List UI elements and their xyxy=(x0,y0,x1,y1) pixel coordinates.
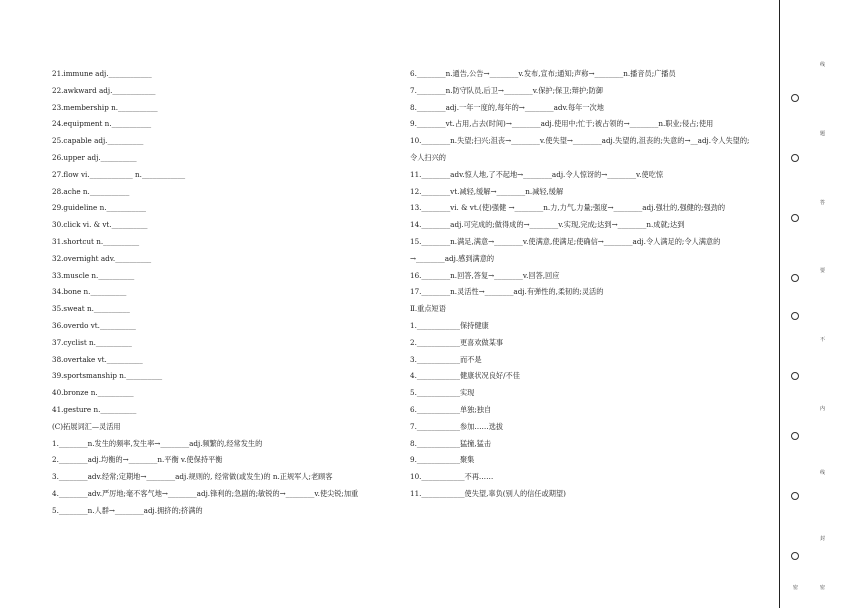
binding-hole-circle xyxy=(791,492,799,500)
right-column xyxy=(410,66,755,503)
binding-char: 题 xyxy=(820,131,826,137)
phrase-line: 1.____________保持健康 xyxy=(410,320,489,330)
extension-line: 4.________adv.严厉地;毫不客气地→________adj.锋利的;急剧的;敏锐的→________v.使尖锐;加重 xyxy=(52,488,359,498)
phrase-line: 6.____________单独;独自 xyxy=(410,404,492,414)
phrase-line: 7.____________参加……选拔 xyxy=(410,421,504,431)
extension-line: 6.________n.通告,公告→________v.发布,宣布;通知;声称→________n.播音员;广播员 xyxy=(410,69,676,78)
binding-char: 要 xyxy=(820,268,826,274)
binding-hole-circle xyxy=(791,432,799,440)
vocab-line: 21.immune adj.____________ xyxy=(52,69,152,78)
binding-hole-circle xyxy=(791,94,799,102)
extension-line: 17.________n.灵活性→________adj.有弹性的,柔韧的;灵活的 xyxy=(410,287,604,297)
phrase-line: 4.____________健康状况良好/不佳 xyxy=(410,371,520,381)
extension-line: 15.________n.满足,满意→________v.使满意,使满足;使确信→________adj.令人满足的;令人满意的→________adj.感到满意的 xyxy=(410,236,721,263)
vocab-line: 30.click vi. & vt.__________ xyxy=(52,220,148,230)
vocab-line: 33.muscle n.__________ xyxy=(52,270,135,280)
phrase-line: 5.____________实现 xyxy=(410,388,475,398)
phrase-line: 2.____________更喜欢做某事 xyxy=(410,337,504,347)
binding-hole-circle xyxy=(791,552,799,560)
extension-line: 5.________n.人群→________adj.拥挤的;挤满的 xyxy=(52,505,203,515)
vocab-line: 40.bronze n.__________ xyxy=(52,388,134,398)
binding-char: 线 xyxy=(820,470,826,476)
extension-line: 1.________n.发生的频率,发生率→________adj.频繁的,经常发生的 xyxy=(52,438,263,448)
vocab-line: 39.sportsmanship n.__________ xyxy=(52,371,163,381)
vocab-line: 41.gesture n.__________ xyxy=(52,404,137,414)
binding-line xyxy=(779,0,780,608)
binding-hole-circle xyxy=(791,154,799,162)
extension-line: 14.________adj.可完成的;做得成的→________v.实现,完成;达到→________n.成就;达到 xyxy=(410,220,685,230)
extension-line: 13.________vi. & vt.(使)强健 →________n.力,力气,力量;强度→________adj.强壮的,强健的;强劲的 xyxy=(410,203,726,213)
extension-line: 12.________vt.减轻,缓解→________n.减轻,缓解 xyxy=(410,186,564,196)
extension-line: 7.________n.防守队员,后卫→________v.保护;保卫;辩护;防御 xyxy=(410,85,603,95)
left-column xyxy=(52,66,387,520)
extension-line: 16.________n.回答,答复→________v.回答,回应 xyxy=(410,270,560,280)
vocab-line: 23.membership n.___________ xyxy=(52,102,158,112)
vocab-line: 35.sweat n.__________ xyxy=(52,304,130,314)
binding-char: 内 xyxy=(820,406,826,412)
binding-hole-circle xyxy=(791,312,799,320)
section-heading: Ⅱ.重点短语 xyxy=(410,304,446,314)
vocab-line: 22.awkward adj.____________ xyxy=(52,85,156,95)
phrase-line: 11.____________使失望,辜负(别人的信任或期望) xyxy=(410,488,566,498)
extension-line: 9.________vt.占用,占去(时间)→________adj.使用中;忙于;被占领的→________n.职业;侵占;使用 xyxy=(410,119,714,129)
vocab-line: 26.upper adj.__________ xyxy=(52,152,137,162)
binding-hole-circle xyxy=(791,274,799,282)
phrase-line: 8.____________猛撞,猛击 xyxy=(410,438,492,448)
phrase-line: 9.____________聚集 xyxy=(410,455,475,465)
section-heading: (C)拓展词汇—灵活用 xyxy=(52,421,121,431)
binding-char: 线 xyxy=(820,62,826,68)
phrase-line: 3.____________而不是 xyxy=(410,354,482,364)
binding-char: 密 xyxy=(793,585,799,591)
vocab-line: 29.guideline n.___________ xyxy=(52,203,147,213)
binding-char: 答 xyxy=(820,200,826,206)
binding-hole-circle xyxy=(791,214,799,222)
vocab-line: 32.overnight adv.__________ xyxy=(52,253,152,263)
vocab-line: 24.equipment n.___________ xyxy=(52,119,152,129)
extension-line: 3.________adv.经常;定期地→________adj.规则的, 经常做(或发生)的 n.正规军人;老顾客 xyxy=(52,472,333,482)
vocab-line: 36.overdo vt.__________ xyxy=(52,320,136,330)
extension-line: 2.________adj.均衡的→________n.平衡 v.使保持平衡 xyxy=(52,455,223,465)
binding-hole-circle xyxy=(791,372,799,380)
vocab-line: 34.bone n.__________ xyxy=(52,287,127,297)
vocab-line: 38.overtake vt.__________ xyxy=(52,354,143,364)
binding-char: 密 xyxy=(820,585,826,591)
extension-line: 11.________adv.惊人地,了不起地→________adj.令人惊讶的→________v.使吃惊 xyxy=(410,169,664,179)
vocab-line: 27.flow vi.____________ n.____________ xyxy=(52,169,186,179)
vocab-line: 28.ache n.___________ xyxy=(52,186,130,196)
extension-line: 8.________adj.一年一度的,每年的→________adv.每年一次地 xyxy=(410,102,604,112)
binding-char: 不 xyxy=(820,337,826,343)
binding-margin xyxy=(779,0,860,608)
vocab-line: 25.capable adj.__________ xyxy=(52,136,144,146)
extension-line: 10.________n.失望;扫兴;沮丧→________v.使失望→________adj.失望的,沮丧的;失意的→__adj.令人失望的;令人扫兴的 xyxy=(410,136,750,162)
binding-char: 封 xyxy=(820,536,826,542)
vocab-line: 31.shortcut n.__________ xyxy=(52,236,140,246)
vocab-line: 37.cyclist n.__________ xyxy=(52,337,132,347)
phrase-line: 10.____________不再…… xyxy=(410,472,494,482)
